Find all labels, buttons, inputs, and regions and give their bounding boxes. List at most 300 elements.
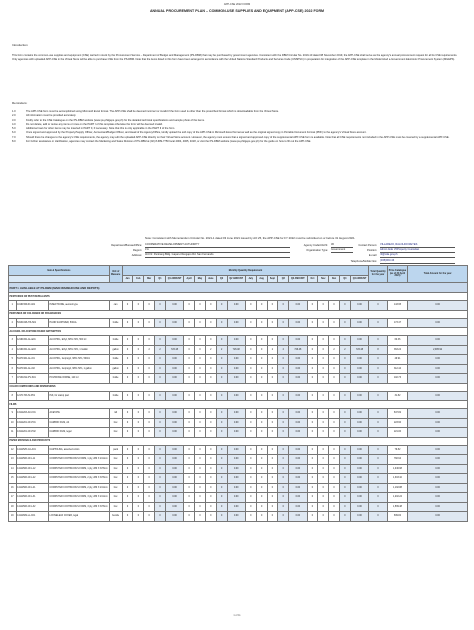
quantity-cell[interactable]: 0: [144, 493, 155, 503]
quantity-cell[interactable]: 0: [245, 474, 256, 484]
quantity-cell[interactable]: 2: [144, 345, 155, 355]
code-field[interactable]: 30: [331, 243, 353, 248]
quantity-cell[interactable]: 0: [318, 455, 329, 465]
quantity-cell[interactable]: 0: [184, 418, 195, 428]
quantity-cell[interactable]: 0: [307, 318, 318, 328]
item-description: COMPUTER CONTINUOUS FORM, 1 ply, 280 X 241mm: [49, 455, 110, 465]
item-description: ALCOHOL, Isopropyl, 68%-72%, 500ml: [49, 355, 110, 365]
quantity-cell[interactable]: 0: [267, 493, 278, 503]
quantity-cell[interactable]: 0: [329, 445, 340, 455]
quantity-cell[interactable]: 0: [245, 301, 256, 311]
quantity-cell[interactable]: 0: [133, 318, 144, 328]
intro-text: This form contains the common-use supplies and equipment (CSE) carried in stock by the Procurement Service – Department of Budget and Management (PS-DBM) that may be purchased by government agencies. Consistent with the DBM Circular No. 2019-10 dated 08 November 2019, the APP-CSE shall serve as the agency's annual procurement request for all its CSE requirements. Only agencies with uploaded APP-CSE in the Virtual Store will be able to purchase CSE from the PS-DBM. Note that the items listed in this form have been arranged in accordance with the United Nations Standard Products and Services Code (UNSPSC) in preparation for integration of the APP-CSE template in the Modernized e-Government Electronic Procurement System (MGEPS).: [12, 54, 458, 61]
quantity-cell[interactable]: 0: [195, 493, 206, 503]
email-field[interactable]: r3@cda.gov.ph: [380, 253, 455, 258]
quantity-cell[interactable]: 0: [144, 418, 155, 428]
quantity-cell[interactable]: 0: [318, 355, 329, 365]
quantity-cell[interactable]: 0: [144, 428, 155, 438]
quantity-cell[interactable]: 0: [256, 493, 267, 503]
org-type-field[interactable]: Government: [331, 248, 353, 253]
quantity-cell[interactable]: 0: [195, 391, 206, 401]
quantity-cell[interactable]: 0: [307, 428, 318, 438]
quantity-cell[interactable]: 0: [245, 428, 256, 438]
quantity-cell[interactable]: 0: [184, 474, 195, 484]
quantity-cell[interactable]: 0: [122, 483, 133, 493]
price-catalogue: 143.95: [387, 301, 408, 311]
quantity-cell[interactable]: 0: [184, 464, 195, 474]
quantity-cell[interactable]: 0: [256, 409, 267, 419]
quantity-cell[interactable]: 0: [184, 445, 195, 455]
table-row: [9, 418, 468, 428]
quarter-cell: 0: [216, 391, 227, 401]
quantity-cell[interactable]: 0: [122, 391, 133, 401]
quantity-cell[interactable]: 0: [122, 474, 133, 484]
quantity-cell[interactable]: 0: [256, 355, 267, 365]
spacer: [9, 276, 110, 283]
quantity-cell[interactable]: 0: [245, 445, 256, 455]
quantity-cell[interactable]: 0: [133, 493, 144, 503]
quantity-cell[interactable]: 0: [205, 391, 216, 401]
month-header: Q2: [216, 276, 227, 283]
quarter-cell: 0.00: [350, 502, 369, 512]
price-catalogue: 1,599.48: [387, 502, 408, 512]
quantity-cell[interactable]: 0: [245, 364, 256, 374]
quantity-cell[interactable]: 0: [267, 512, 278, 522]
quantity-cell[interactable]: 0: [245, 512, 256, 522]
quantity-cell[interactable]: 0: [184, 355, 195, 365]
quantity-cell[interactable]: 0: [267, 355, 278, 365]
quantity-cell[interactable]: 0: [256, 336, 267, 346]
item-code: 13111201-CF-P01: [16, 418, 48, 428]
quantity-cell[interactable]: 0: [205, 502, 216, 512]
quantity-cell[interactable]: 0: [184, 336, 195, 346]
quantity-cell[interactable]: 0: [329, 483, 340, 493]
form-code: APP-CSE 2022 FORM: [223, 3, 251, 6]
quantity-cell[interactable]: 0: [329, 336, 340, 346]
price-catalogue: 221.00: [387, 428, 408, 438]
quantity-cell[interactable]: 0: [245, 391, 256, 401]
quantity-cell[interactable]: 0: [267, 391, 278, 401]
total-quantity: 0: [369, 512, 387, 522]
quantity-cell[interactable]: 0: [267, 301, 278, 311]
quantity-cell[interactable]: 0: [329, 409, 340, 419]
quantity-cell[interactable]: 0: [307, 502, 318, 512]
quantity-cell[interactable]: 0: [184, 455, 195, 465]
quantity-cell[interactable]: 0: [205, 355, 216, 365]
quantity-cell[interactable]: 0: [307, 418, 318, 428]
quantity-cell[interactable]: 0: [245, 374, 256, 384]
quantity-cell[interactable]: 0: [307, 391, 318, 401]
quantity-cell[interactable]: 0: [256, 301, 267, 311]
quarter-cell: 0: [339, 355, 350, 365]
quantity-cell[interactable]: 0: [318, 493, 329, 503]
quantity-cell[interactable]: 2: [267, 345, 278, 355]
quantity-cell[interactable]: 0: [133, 345, 144, 355]
quantity-cell[interactable]: 0: [307, 355, 318, 365]
quantity-cell[interactable]: 0: [133, 301, 144, 311]
table-row: [9, 428, 468, 438]
quantity-cell[interactable]: 0: [122, 364, 133, 374]
quantity-cell[interactable]: 0: [329, 318, 340, 328]
quantity-cell[interactable]: 0: [195, 474, 206, 484]
quantity-cell[interactable]: 0: [133, 336, 144, 346]
quarter-cell: 0: [155, 409, 166, 419]
quantity-cell[interactable]: 0: [195, 502, 206, 512]
quantity-cell[interactable]: 0: [133, 409, 144, 419]
quantity-cell[interactable]: 0: [267, 418, 278, 428]
quantity-cell[interactable]: 0: [318, 374, 329, 384]
total-quantity: 0: [369, 301, 387, 311]
quantity-cell[interactable]: 0: [318, 345, 329, 355]
quantity-cell[interactable]: 0: [329, 391, 340, 401]
quantity-cell[interactable]: 0: [318, 364, 329, 374]
item-description: ALCOHOL, Isopropyl, 68%-72%, 1 gallon: [49, 364, 110, 374]
quantity-cell[interactable]: 0: [267, 445, 278, 455]
quantity-cell[interactable]: 0: [144, 455, 155, 465]
quantity-cell[interactable]: 0: [267, 483, 278, 493]
quantity-cell[interactable]: 0: [184, 301, 195, 311]
quantity-cell[interactable]: 0: [205, 483, 216, 493]
quantity-cell[interactable]: 0: [318, 336, 329, 346]
quantity-cell[interactable]: 0: [205, 418, 216, 428]
quarter-cell: 0: [216, 301, 227, 311]
quantity-cell[interactable]: 0: [205, 493, 216, 503]
quantity-cell[interactable]: 0: [133, 445, 144, 455]
quantity-cell[interactable]: 0: [318, 464, 329, 474]
quarter-cell: 0: [155, 428, 166, 438]
quantity-cell[interactable]: 0: [122, 418, 133, 428]
quantity-cell[interactable]: 0: [267, 318, 278, 328]
quarter-cell: 0: [278, 428, 289, 438]
quantity-cell[interactable]: 0: [195, 355, 206, 365]
quantity-cell[interactable]: 0: [329, 301, 340, 311]
quarter-cell: 0.00: [289, 512, 307, 522]
quantity-cell[interactable]: 0: [256, 512, 267, 522]
quantity-cell[interactable]: 0: [245, 455, 256, 465]
quantity-cell[interactable]: 0: [144, 512, 155, 522]
quantity-cell[interactable]: 0: [245, 483, 256, 493]
quantity-cell[interactable]: 0: [307, 445, 318, 455]
quantity-cell[interactable]: 0: [122, 301, 133, 311]
quantity-cell[interactable]: 0: [307, 301, 318, 311]
quantity-cell[interactable]: 0: [245, 409, 256, 419]
quantity-cell[interactable]: 0: [307, 493, 318, 503]
quantity-cell[interactable]: 0: [256, 474, 267, 484]
quantity-cell[interactable]: 0: [329, 374, 340, 384]
quantity-cell[interactable]: 0: [307, 374, 318, 384]
item-code: 12191601-AL-E03: [16, 345, 48, 355]
reminder-text: For further assistance or clarification, agencies may contact the Marketing and Sales Division of PS-DBM at (02) 8-689-7750 local 4004, 4005, 4018, or visit the PS-DBM website (www.ps-philgeps.gov.ph) for the guide on how to fill out the APP-CSE.: [26, 140, 312, 144]
quantity-cell[interactable]: 0: [329, 364, 340, 374]
quantity-cell[interactable]: 0: [133, 512, 144, 522]
quantity-cell[interactable]: 0: [307, 474, 318, 484]
quantity-cell[interactable]: 0: [267, 374, 278, 384]
quarter-cell: 0: [155, 391, 166, 401]
quantity-cell[interactable]: 0: [318, 409, 329, 419]
total-amount: 0.00: [408, 512, 468, 522]
quantity-cell[interactable]: 0: [245, 345, 256, 355]
quantity-cell[interactable]: 0: [205, 364, 216, 374]
quarter-cell: 0.00: [165, 445, 183, 455]
quantity-cell[interactable]: 0: [144, 409, 155, 419]
quantity-cell[interactable]: 0: [205, 464, 216, 474]
table-row: [9, 409, 468, 419]
quantity-cell[interactable]: 0: [122, 336, 133, 346]
quantity-cell[interactable]: 0: [256, 445, 267, 455]
quantity-cell[interactable]: 0: [318, 512, 329, 522]
quantity-cell[interactable]: 0: [205, 428, 216, 438]
quantity-cell[interactable]: 0: [307, 512, 318, 522]
quantity-cell[interactable]: 0: [318, 502, 329, 512]
quarter-cell: 0.00: [165, 364, 183, 374]
quarter-cell: 0.00: [350, 355, 369, 365]
quantity-cell[interactable]: 0: [133, 391, 144, 401]
quantity-cell[interactable]: 0: [184, 483, 195, 493]
quantity-cell[interactable]: 0: [144, 391, 155, 401]
quantity-cell[interactable]: 0: [245, 493, 256, 503]
quantity-cell[interactable]: 0: [184, 428, 195, 438]
quantity-cell[interactable]: 0: [256, 502, 267, 512]
quantity-cell[interactable]: 0: [133, 483, 144, 493]
quantity-cell[interactable]: 0: [307, 483, 318, 493]
quantity-cell[interactable]: 0: [205, 409, 216, 419]
quantity-cell[interactable]: 0: [318, 483, 329, 493]
item-number: 4: [9, 345, 17, 355]
quantity-cell[interactable]: 0: [329, 512, 340, 522]
quantity-cell[interactable]: 0: [318, 391, 329, 401]
quantity-cell[interactable]: 0: [184, 345, 195, 355]
item-code: 14111506-CF-L32: [16, 502, 48, 512]
quantity-cell[interactable]: 0: [205, 455, 216, 465]
address-field[interactable]: 3rd Flr. Pantrang Bldg. Gapan-Olongapo Rd. San Fernando: [145, 253, 290, 258]
quantity-cell[interactable]: 0: [195, 418, 206, 428]
quantity-cell[interactable]: 0: [256, 428, 267, 438]
quantity-cell[interactable]: 0: [184, 318, 195, 328]
quantity-cell[interactable]: 0: [122, 502, 133, 512]
table-row: [9, 301, 468, 311]
reminder-text: Should there be changes to the agency's CSE requirements, the agency may edit the uploaded APP-CSE directly on their Virtual Store account. However, the agency must ensure that a signed and approved copy of the supplemental APP-CSE form is available. Note that all CSE requirements not included in the APP-CSE must be covered by a supplemental APP-CSE.: [26, 135, 450, 139]
quantity-cell[interactable]: 0: [256, 364, 267, 374]
quantity-cell[interactable]: 0: [144, 374, 155, 384]
quantity-cell[interactable]: 0: [144, 301, 155, 311]
quantity-cell[interactable]: 0: [307, 364, 318, 374]
quantity-cell[interactable]: 0: [245, 336, 256, 346]
address-label: Address:: [131, 254, 142, 258]
quantity-cell[interactable]: 0: [329, 455, 340, 465]
unit-of-measure: bottle: [109, 336, 122, 346]
quantity-cell[interactable]: 0: [205, 336, 216, 346]
quantity-cell[interactable]: 0: [195, 428, 206, 438]
quantity-cell[interactable]: 0: [205, 374, 216, 384]
quantity-cell[interactable]: 0: [184, 374, 195, 384]
contact-field[interactable]: VILLAREJO, RALOLDO REYES: [380, 243, 455, 248]
quantity-cell[interactable]: 0: [184, 409, 195, 419]
quantity-cell[interactable]: 0: [256, 318, 267, 328]
quantity-cell[interactable]: 0: [307, 464, 318, 474]
item-code: 53131626-HS-S01: [16, 318, 48, 328]
quantity-cell[interactable]: 0: [205, 474, 216, 484]
quantity-cell[interactable]: 0: [133, 364, 144, 374]
quantity-cell[interactable]: 0: [245, 418, 256, 428]
quantity-cell[interactable]: 0: [144, 445, 155, 455]
quarter-cell: 0: [216, 445, 227, 455]
quantity-cell[interactable]: 0: [144, 483, 155, 493]
position-field[interactable]: Admin Aide VI/Property Custodian: [380, 248, 455, 253]
quantity-cell[interactable]: 0: [195, 336, 206, 346]
quantity-cell[interactable]: 0: [329, 464, 340, 474]
quantity-cell[interactable]: 0: [122, 512, 133, 522]
quarter-cell: 0: [155, 512, 166, 522]
quantity-cell[interactable]: 0: [267, 409, 278, 419]
quantity-cell[interactable]: 0: [307, 409, 318, 419]
quantity-cell[interactable]: 0: [195, 345, 206, 355]
quantity-cell[interactable]: 0: [329, 474, 340, 484]
quantity-cell[interactable]: 0: [267, 428, 278, 438]
quantity-cell[interactable]: 2: [205, 345, 216, 355]
item-description: CARBON FILM, legal: [49, 428, 110, 438]
quantity-cell[interactable]: 0: [245, 355, 256, 365]
quantity-cell[interactable]: 0: [144, 502, 155, 512]
quantity-cell[interactable]: 0: [122, 355, 133, 365]
quantity-cell[interactable]: 0: [195, 364, 206, 374]
quantity-cell[interactable]: 0: [184, 364, 195, 374]
item-number: 2: [9, 318, 17, 328]
page-title: ANNUAL PROCUREMENT PLAN – COMMON-USE SUPPLIES AND EQUIPMENT (APP-CSE) 2022 FORM: [149, 9, 325, 13]
quantity-cell[interactable]: 0: [307, 455, 318, 465]
quantity-cell[interactable]: 0: [122, 345, 133, 355]
quantity-cell[interactable]: 0: [184, 391, 195, 401]
quantity-cell[interactable]: 0: [133, 355, 144, 365]
quantity-cell[interactable]: 0: [184, 512, 195, 522]
quantity-cell[interactable]: 0: [245, 502, 256, 512]
quarter-cell: 0: [339, 464, 350, 474]
quantity-cell[interactable]: 0: [122, 464, 133, 474]
quantity-cell[interactable]: 2: [329, 345, 340, 355]
total-quantity: 0: [369, 418, 387, 428]
quantity-cell[interactable]: 0: [144, 355, 155, 365]
quantity-cell[interactable]: 0: [195, 455, 206, 465]
quantity-cell[interactable]: 0: [133, 455, 144, 465]
quantity-cell[interactable]: 0: [245, 318, 256, 328]
quantity-cell[interactable]: 0: [205, 445, 216, 455]
quantity-cell[interactable]: 0: [267, 336, 278, 346]
reminder-number: 7.0: [12, 135, 16, 139]
quantity-cell[interactable]: 0: [144, 364, 155, 374]
quantity-cell[interactable]: 0: [318, 418, 329, 428]
quarter-cell: 0: [216, 428, 227, 438]
item-number: 8: [9, 391, 17, 401]
quantity-cell[interactable]: 0: [267, 364, 278, 374]
price-catalogue: 79.82: [387, 445, 408, 455]
quantity-cell[interactable]: 0: [195, 445, 206, 455]
quantity-cell[interactable]: 0: [318, 318, 329, 328]
quarter-cell: 0: [216, 502, 227, 512]
quantity-cell[interactable]: 0: [122, 445, 133, 455]
quantity-cell[interactable]: 0: [267, 464, 278, 474]
tel-field[interactable]: (045)963-46: [380, 259, 455, 264]
quantity-cell[interactable]: 0: [318, 445, 329, 455]
quantity-cell[interactable]: 0: [195, 483, 206, 493]
quantity-cell[interactable]: 0: [329, 502, 340, 512]
quantity-cell[interactable]: 0: [122, 318, 133, 328]
quantity-cell[interactable]: 0: [205, 512, 216, 522]
quantity-cell[interactable]: 0: [205, 301, 216, 311]
quantity-cell[interactable]: 0: [318, 474, 329, 484]
item-description: CARBON FILM, A4: [49, 418, 110, 428]
item-code: 47131812-PV-S01: [16, 374, 48, 384]
quantity-cell[interactable]: 0: [122, 455, 133, 465]
quantity-cell[interactable]: 0: [195, 409, 206, 419]
quantity-cell[interactable]: 0: [267, 455, 278, 465]
quantity-cell[interactable]: 0: [195, 301, 206, 311]
quantity-cell[interactable]: 0: [245, 464, 256, 474]
unit-of-measure: pack: [109, 445, 122, 455]
quantity-cell[interactable]: 0: [195, 512, 206, 522]
quantity-cell[interactable]: 0: [195, 318, 206, 328]
unit-of-measure: box: [109, 474, 122, 484]
quantity-cell[interactable]: 0: [329, 355, 340, 365]
quantity-cell[interactable]: 0: [144, 336, 155, 346]
total-amount: 0.00: [408, 493, 468, 503]
total-amount: 0.00: [408, 364, 468, 374]
quantity-cell[interactable]: 0: [122, 493, 133, 503]
quantity-cell[interactable]: 0: [256, 455, 267, 465]
dept-field[interactable]: COOPERATIVE DEVELOPMENT AUTHORITY: [145, 243, 290, 248]
quantity-cell[interactable]: 0: [256, 483, 267, 493]
quantity-cell[interactable]: 0: [329, 418, 340, 428]
quantity-cell[interactable]: 0: [256, 345, 267, 355]
quantity-cell[interactable]: 0: [195, 374, 206, 384]
quantity-cell[interactable]: 0: [122, 409, 133, 419]
quarter-cell: 0: [216, 409, 227, 419]
region-field[interactable]: 3 A: [145, 248, 290, 253]
quantity-cell[interactable]: 0: [307, 345, 318, 355]
quantity-cell[interactable]: 0: [205, 318, 216, 328]
quantity-cell[interactable]: 0: [133, 374, 144, 384]
quantity-cell[interactable]: 0: [267, 474, 278, 484]
quantity-cell[interactable]: 0: [195, 464, 206, 474]
quantity-cell[interactable]: 0: [307, 336, 318, 346]
quantity-cell[interactable]: 0: [184, 502, 195, 512]
quantity-cell[interactable]: 0: [122, 428, 133, 438]
quantity-cell[interactable]: 0: [133, 464, 144, 474]
quantity-cell[interactable]: 0: [256, 418, 267, 428]
quantity-cell[interactable]: 0: [184, 493, 195, 503]
reminder-number: 4.0: [12, 122, 16, 126]
item-code: 13111201-CF-P02: [16, 428, 48, 438]
quantity-cell[interactable]: 0: [133, 502, 144, 512]
quantity-cell[interactable]: 0: [133, 428, 144, 438]
quantity-cell[interactable]: 0: [267, 502, 278, 512]
quantity-cell[interactable]: 0: [122, 374, 133, 384]
quantity-cell[interactable]: 0: [256, 391, 267, 401]
quantity-cell[interactable]: 0: [144, 474, 155, 484]
quarter-cell: 0: [278, 474, 289, 484]
quarter-cell: 0.00: [165, 391, 183, 401]
quantity-cell[interactable]: 0: [133, 418, 144, 428]
quantity-cell[interactable]: 0: [144, 464, 155, 474]
item-code: 14111506-CF-L31: [16, 493, 48, 503]
quantity-cell[interactable]: 0: [329, 493, 340, 503]
quantity-cell[interactable]: 0: [318, 301, 329, 311]
quantity-cell[interactable]: 0: [329, 428, 340, 438]
quantity-cell[interactable]: 0: [318, 428, 329, 438]
quantity-cell[interactable]: 0: [256, 374, 267, 384]
quantity-cell[interactable]: 0: [144, 318, 155, 328]
quantity-cell[interactable]: 0: [256, 464, 267, 474]
quarter-cell: 0.00: [227, 391, 245, 401]
quantity-cell[interactable]: 0: [133, 474, 144, 484]
